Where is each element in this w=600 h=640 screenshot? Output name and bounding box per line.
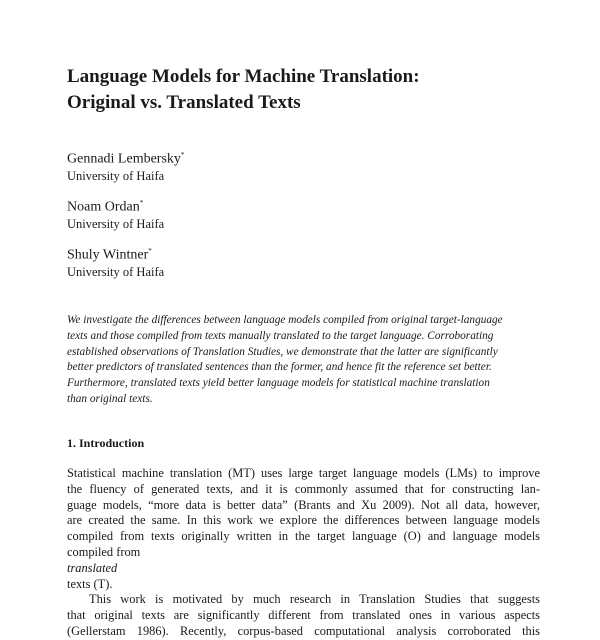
author-affiliation: University of Haifa — [67, 168, 165, 183]
section-heading: 1. Introduction — [67, 436, 145, 450]
author-name-text: Noam Ordan — [67, 199, 140, 215]
body-line: are created the same. In this work we explore the differences between language models — [67, 513, 540, 528]
title-line-2: Original vs. Translated Texts — [67, 92, 301, 113]
abstract-line: We investigate the differences between language models compiled from original target-language — [67, 314, 503, 326]
body-line: that original texts are significantly different from translated ones in various aspects — [67, 608, 540, 623]
body-line — [67, 545, 540, 592]
author-mark: * — [139, 199, 144, 207]
author-mark: * — [180, 151, 185, 159]
body-text-run: compiled from — [67, 544, 141, 559]
author-affiliation: University of Haifa — [67, 264, 165, 279]
abstract-line: texts and those compiled from texts manually translated to the target language. Corroborating — [67, 329, 494, 342]
paper-title — [67, 64, 547, 116]
body-text-run: texts (T). — [67, 576, 113, 591]
body-line: guage models, “more data is better data” (Brants and Xu 2009). Not all data, however, — [67, 497, 540, 512]
body-line: This work is motivated by much research in Translation Studies that suggests — [89, 592, 540, 607]
body-line: Statistical machine translation (MT) uses large target language models (LMs) to improve — [67, 466, 540, 480]
author-3 — [67, 243, 367, 280]
body-line: (Gellerstam 1986). Recently, corpus-based computational analysis corroborated this — [67, 623, 540, 638]
abstract-line: better predictors of translated sentences than the former, and hence fit the reference set better. — [67, 361, 492, 374]
author-name — [67, 147, 367, 168]
abstract-line: than original texts. — [67, 392, 153, 405]
author-name-text: Gennadi Lembersky — [67, 151, 181, 167]
author-name — [67, 195, 367, 216]
author-2 — [67, 195, 367, 232]
author-name — [67, 243, 367, 264]
title-line-1: Language Models for Machine Translation: — [67, 66, 420, 87]
body-line: compiled from texts originally written in the target language (O) and language models — [67, 529, 540, 544]
abstract-line: established observations of Translation Studies, we demonstrate that the latter are significantly — [67, 345, 498, 358]
abstract — [67, 313, 540, 408]
abstract-line: Furthermore, translated texts yield better language models for statistical machine translation — [67, 377, 490, 390]
body-paragraph — [67, 466, 540, 640]
emphasis-text: translated — [67, 560, 118, 575]
author-affiliation: University of Haifa — [67, 216, 165, 231]
body-line: the fluency of generated texts, and it is commonly assumed that for constructing lan- — [67, 481, 540, 496]
author-1 — [67, 147, 367, 184]
author-name-text: Shuly Wintner — [67, 247, 149, 263]
author-mark: * — [148, 247, 152, 255]
